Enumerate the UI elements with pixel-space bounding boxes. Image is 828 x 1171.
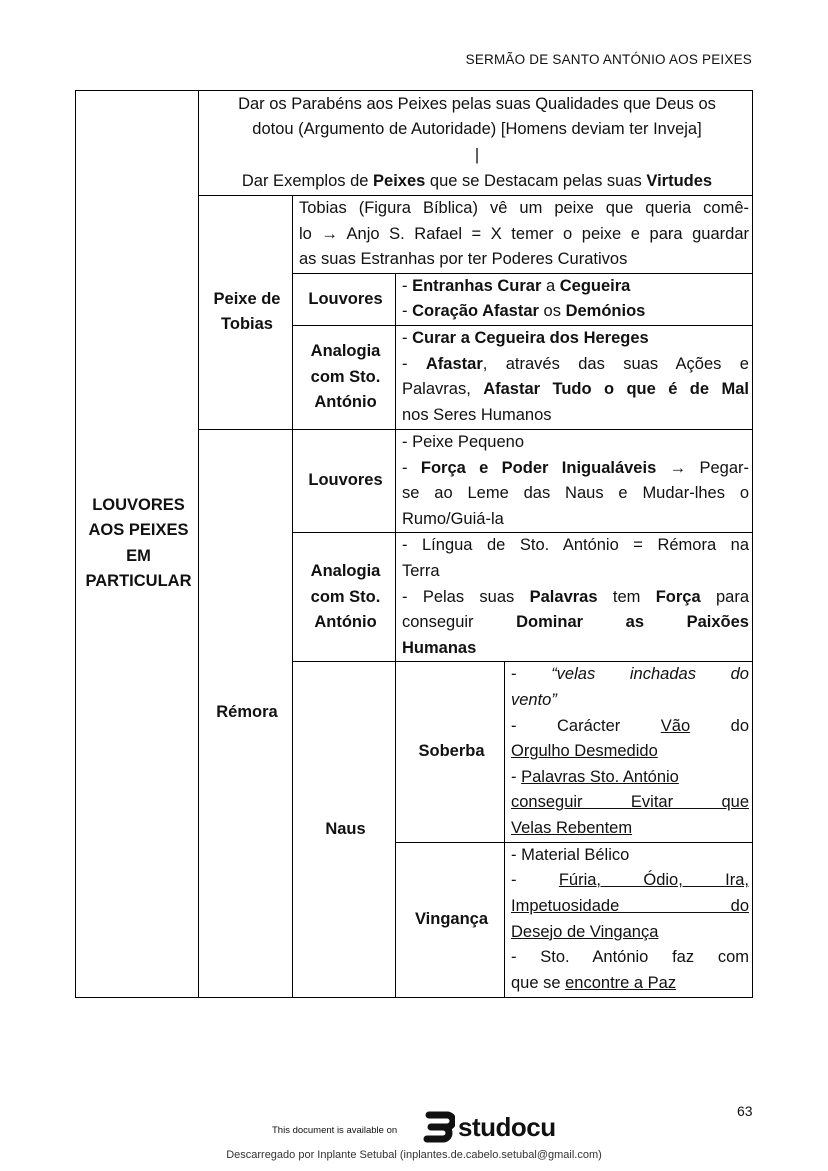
arrow-icon: → <box>656 458 700 477</box>
intro-cell: Dar os Parabéns aos Peixes pelas suas Qualidades que Deus os dotou (Argumento de Autoridade) [Homens deviam ter Inveja] | Dar Exemplos de Peixes que se Destacam pelas suas Virtudes <box>199 91 753 196</box>
studocu-logo-icon <box>423 1111 455 1143</box>
remora-analogia: - Língua de Sto. António = Rémora na Terra - Pelas suas Palavras tem Força para conseguir Dominar as Paixões Humanas <box>396 533 753 662</box>
remora-analogia-label: Analogia com Sto. António <box>293 533 396 662</box>
tobias-louvores-label: Louvores <box>293 273 396 325</box>
studocu-logo[interactable] <box>423 1111 556 1143</box>
summary-table <box>75 90 753 998</box>
page-number: 63 <box>737 1103 753 1119</box>
main-category-cell: LOUVORES AOS PEIXES EM PARTICULAR <box>76 91 199 998</box>
naus-label: Naus <box>293 662 396 997</box>
remora-louvores: - Peixe Pequeno - Força e Poder Inigualáveis → Pegar- se ao Leme das Naus e Mudar-lhes o Rumo/Guiá-la <box>396 429 753 532</box>
tobias-analogia-label: Analogia com Sto. António <box>293 325 396 429</box>
vinganca-content: - Material Bélico - Fúria, Ódio, Ira, Impetuosidade do Desejo de Vingança - Sto. António faz com que se encontre a Paz <box>505 842 753 997</box>
tobias-description: Tobias (Figura Bíblica) vê um peixe que queria comê- lo → Anjo S. Rafael = X temer o peixe e para guardar as suas Estranhas por ter Poderes Curativos <box>293 196 753 274</box>
download-notice: Descarregado por Inplante Setubal (inplantes.de.cabelo.setubal@gmail.com) <box>226 1149 602 1161</box>
tobias-label: Peixe de Tobias <box>199 196 293 430</box>
vinganca-label: Vingança <box>396 842 505 997</box>
arrow-icon: → <box>321 224 338 243</box>
remora-louvores-label: Louvores <box>293 429 396 532</box>
tobias-analogia: - Curar a Cegueira dos Hereges - Afastar, através das suas Ações e Palavras, Afastar Tudo o que é de Mal nos Seres Humanos <box>396 325 753 429</box>
tobias-louvores: - Entranhas Curar a Cegueira - Coração Afastar os Demónios <box>396 273 753 325</box>
soberba-label: Soberba <box>396 662 505 842</box>
remora-label: Rémora <box>199 429 293 997</box>
footer-available-text: This document is available on <box>272 1125 398 1136</box>
running-header: SERMÃO DE SANTO ANTÓNIO AOS PEIXES <box>465 52 752 67</box>
soberba-content: - “velas inchadas do vento” - Carácter Vão do Orgulho Desmedido - Palavras Sto. António conseguir Evitar que Velas Rebentem <box>505 662 753 842</box>
studocu-wordmark: studocu <box>458 1111 556 1142</box>
